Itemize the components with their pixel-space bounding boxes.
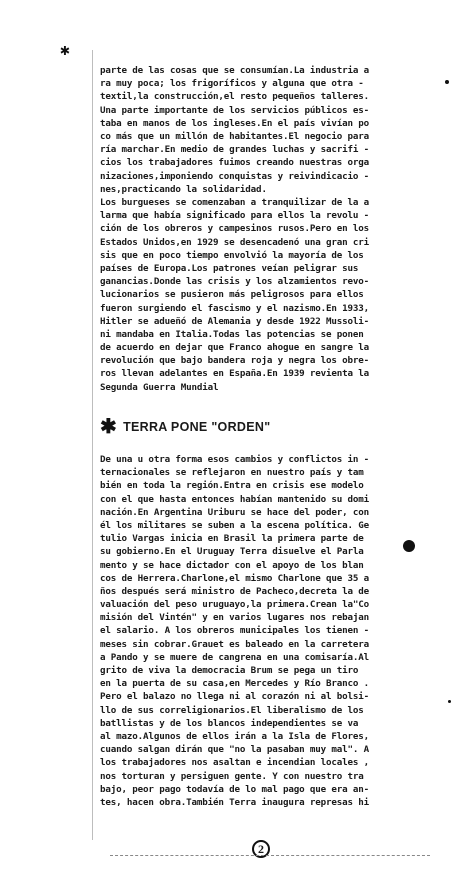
text-line: en la puerta de su casa,en Mercedes y Río Branco . (100, 678, 370, 690)
text-line: ni mandaba en Italia.Todas las potencias se ponen (100, 328, 364, 340)
text-line: con el que hasta entonces habían mantenido su domi (100, 493, 370, 505)
section-heading-text: TERRA PONE "ORDEN" (123, 420, 271, 434)
ink-speck (445, 80, 449, 84)
text-line: ros llevan adelantes en España.En 1939 revienta la (100, 368, 370, 380)
text-line: nación.En Argentina Uriburu se hace del poder, con (100, 506, 370, 518)
text-line: Segunda Guerra Mundial (100, 381, 219, 393)
text-line: mento y se hace dictador con el apoyo de los blan (100, 559, 364, 571)
text-line: lucionarios se pusieron más peligrosos para ellos (100, 289, 364, 301)
text-line: a Pando y se muere de cangrena en una comisaría.Al (100, 651, 370, 663)
text-line: nos torturan y persiguen gente. Y con nuestro tra (100, 770, 364, 782)
text-line: ternacionales se reflejaron en nuestro país y tam (100, 467, 364, 479)
ink-speck (448, 700, 451, 703)
text-line: revolución que bajo bandera roja y negra los obre- (100, 355, 370, 367)
text-line: Una parte importante de los servicios públicos es- (100, 104, 370, 116)
text-line: co más que un millón de habitantes.El negocio para (100, 130, 370, 142)
text-line: nes,practicando la solidaridad. (100, 183, 267, 195)
section-heading (100, 416, 271, 438)
text-line: grito de viva la democracia Brum se pega un tiro (100, 665, 359, 676)
text-line: misión del Vintén" y en varios lugares nos rebajan (100, 612, 370, 624)
text-line: el salario. A los obreros municipales los tienen - (100, 625, 370, 637)
text-line: valuación del peso uruguayo,la primera.Crean la"Co (100, 599, 370, 611)
paragraph-industry (100, 64, 450, 196)
text-line: bién en toda la región.Entra en crisis ese modelo (100, 480, 364, 492)
text-line: Pero el balazo no llega ni al corazón ni al bolsi- (100, 691, 370, 703)
ink-blot (403, 540, 415, 552)
text-line: ción de los obreros y campesinos rusos.Pero en los (100, 223, 370, 235)
text-line: larma que había significado para ellos la revolu - (100, 210, 370, 222)
text-line: al mazo.Algunos de ellos irán a la Isla de Flores, (100, 730, 370, 742)
text-line: ra muy poca; los frigoríficos y alguna que otra - (100, 78, 364, 90)
text-line: taba en manos de los ingleses.En el país vivían po (100, 117, 370, 129)
text-line: llo de sus correligionarios.El liberalismo de los (100, 704, 364, 716)
text-line: batllistas y de los blancos independientes se va (100, 717, 359, 729)
text-line: ños después será ministro de Pacheco,decreta la de (100, 585, 370, 597)
text-line: de acuerdo en dejar que Franco ahogue en sangre la (100, 342, 370, 354)
text-line: tulio Vargas inicia en Brasil la primera parte de (100, 533, 364, 545)
text-line: parte de las cosas que se consumían.La industria a (100, 65, 370, 76)
text-line: su gobierno.En el Uruguay Terra disuelve el Parla (100, 546, 364, 558)
page-number: 2 (252, 840, 270, 858)
text-line: ría marchar.En medio de grandes luchas y sacrifi - (100, 144, 370, 156)
text-line: países de Europa.Los patrones veían peligrar sus (100, 262, 359, 274)
paragraph-crisis (100, 196, 450, 394)
asterisk-icon: ✱ (100, 416, 118, 438)
text-line: cios los trabajadores fuimos creando nuestras orga (100, 157, 370, 169)
text-line: De una u otra forma esos cambios y conflictos in - (100, 454, 370, 465)
text-line: nizaciones,imponiendo conquistas y reivindicacio - (100, 170, 370, 182)
text-line: Los burgueses se comenzaban a tranquilizar de la a (100, 197, 370, 208)
text-line: ganancias.Donde las crisis y los alzamientos revo- (100, 276, 370, 288)
text-line: cos de Herrera.Charlone,el mismo Charlone que 35 a (100, 572, 370, 584)
binding-mark: ✱ (60, 40, 70, 59)
text-line: cuando salgan dirán que "no la pasaban muy mal". A (100, 744, 370, 756)
text-line: los trabajadores nos asaltan e incendian locales , (100, 757, 370, 769)
paragraph-terra (100, 453, 450, 809)
text-line: Estados Unidos,en 1929 se desencadenó una gran cri (100, 236, 370, 248)
margin-rule (92, 50, 93, 840)
text-line: bajo, peor pago todavía de lo mal pago que era an- (100, 783, 370, 795)
bottom-edge-marks (110, 855, 430, 866)
text-line: meses sin cobrar.Grauet es baleado en la carretera (100, 638, 370, 650)
text-line: Hitler se adueñó de Alemania y desde 1922 Mussoli- (100, 315, 370, 327)
text-line: tes, hacen obra.También Terra inaugura represas hi (100, 796, 370, 808)
text-line: él los militares se suben a la escena política. Ge (100, 519, 370, 531)
text-line: sis que en poco tiempo envolvió la mayoría de los (100, 249, 364, 261)
text-line: textil,la construcción,el resto pequeños talleres. (100, 91, 370, 103)
text-line: fueron surgiendo el fascismo y el nazismo.En 1933, (100, 302, 370, 314)
